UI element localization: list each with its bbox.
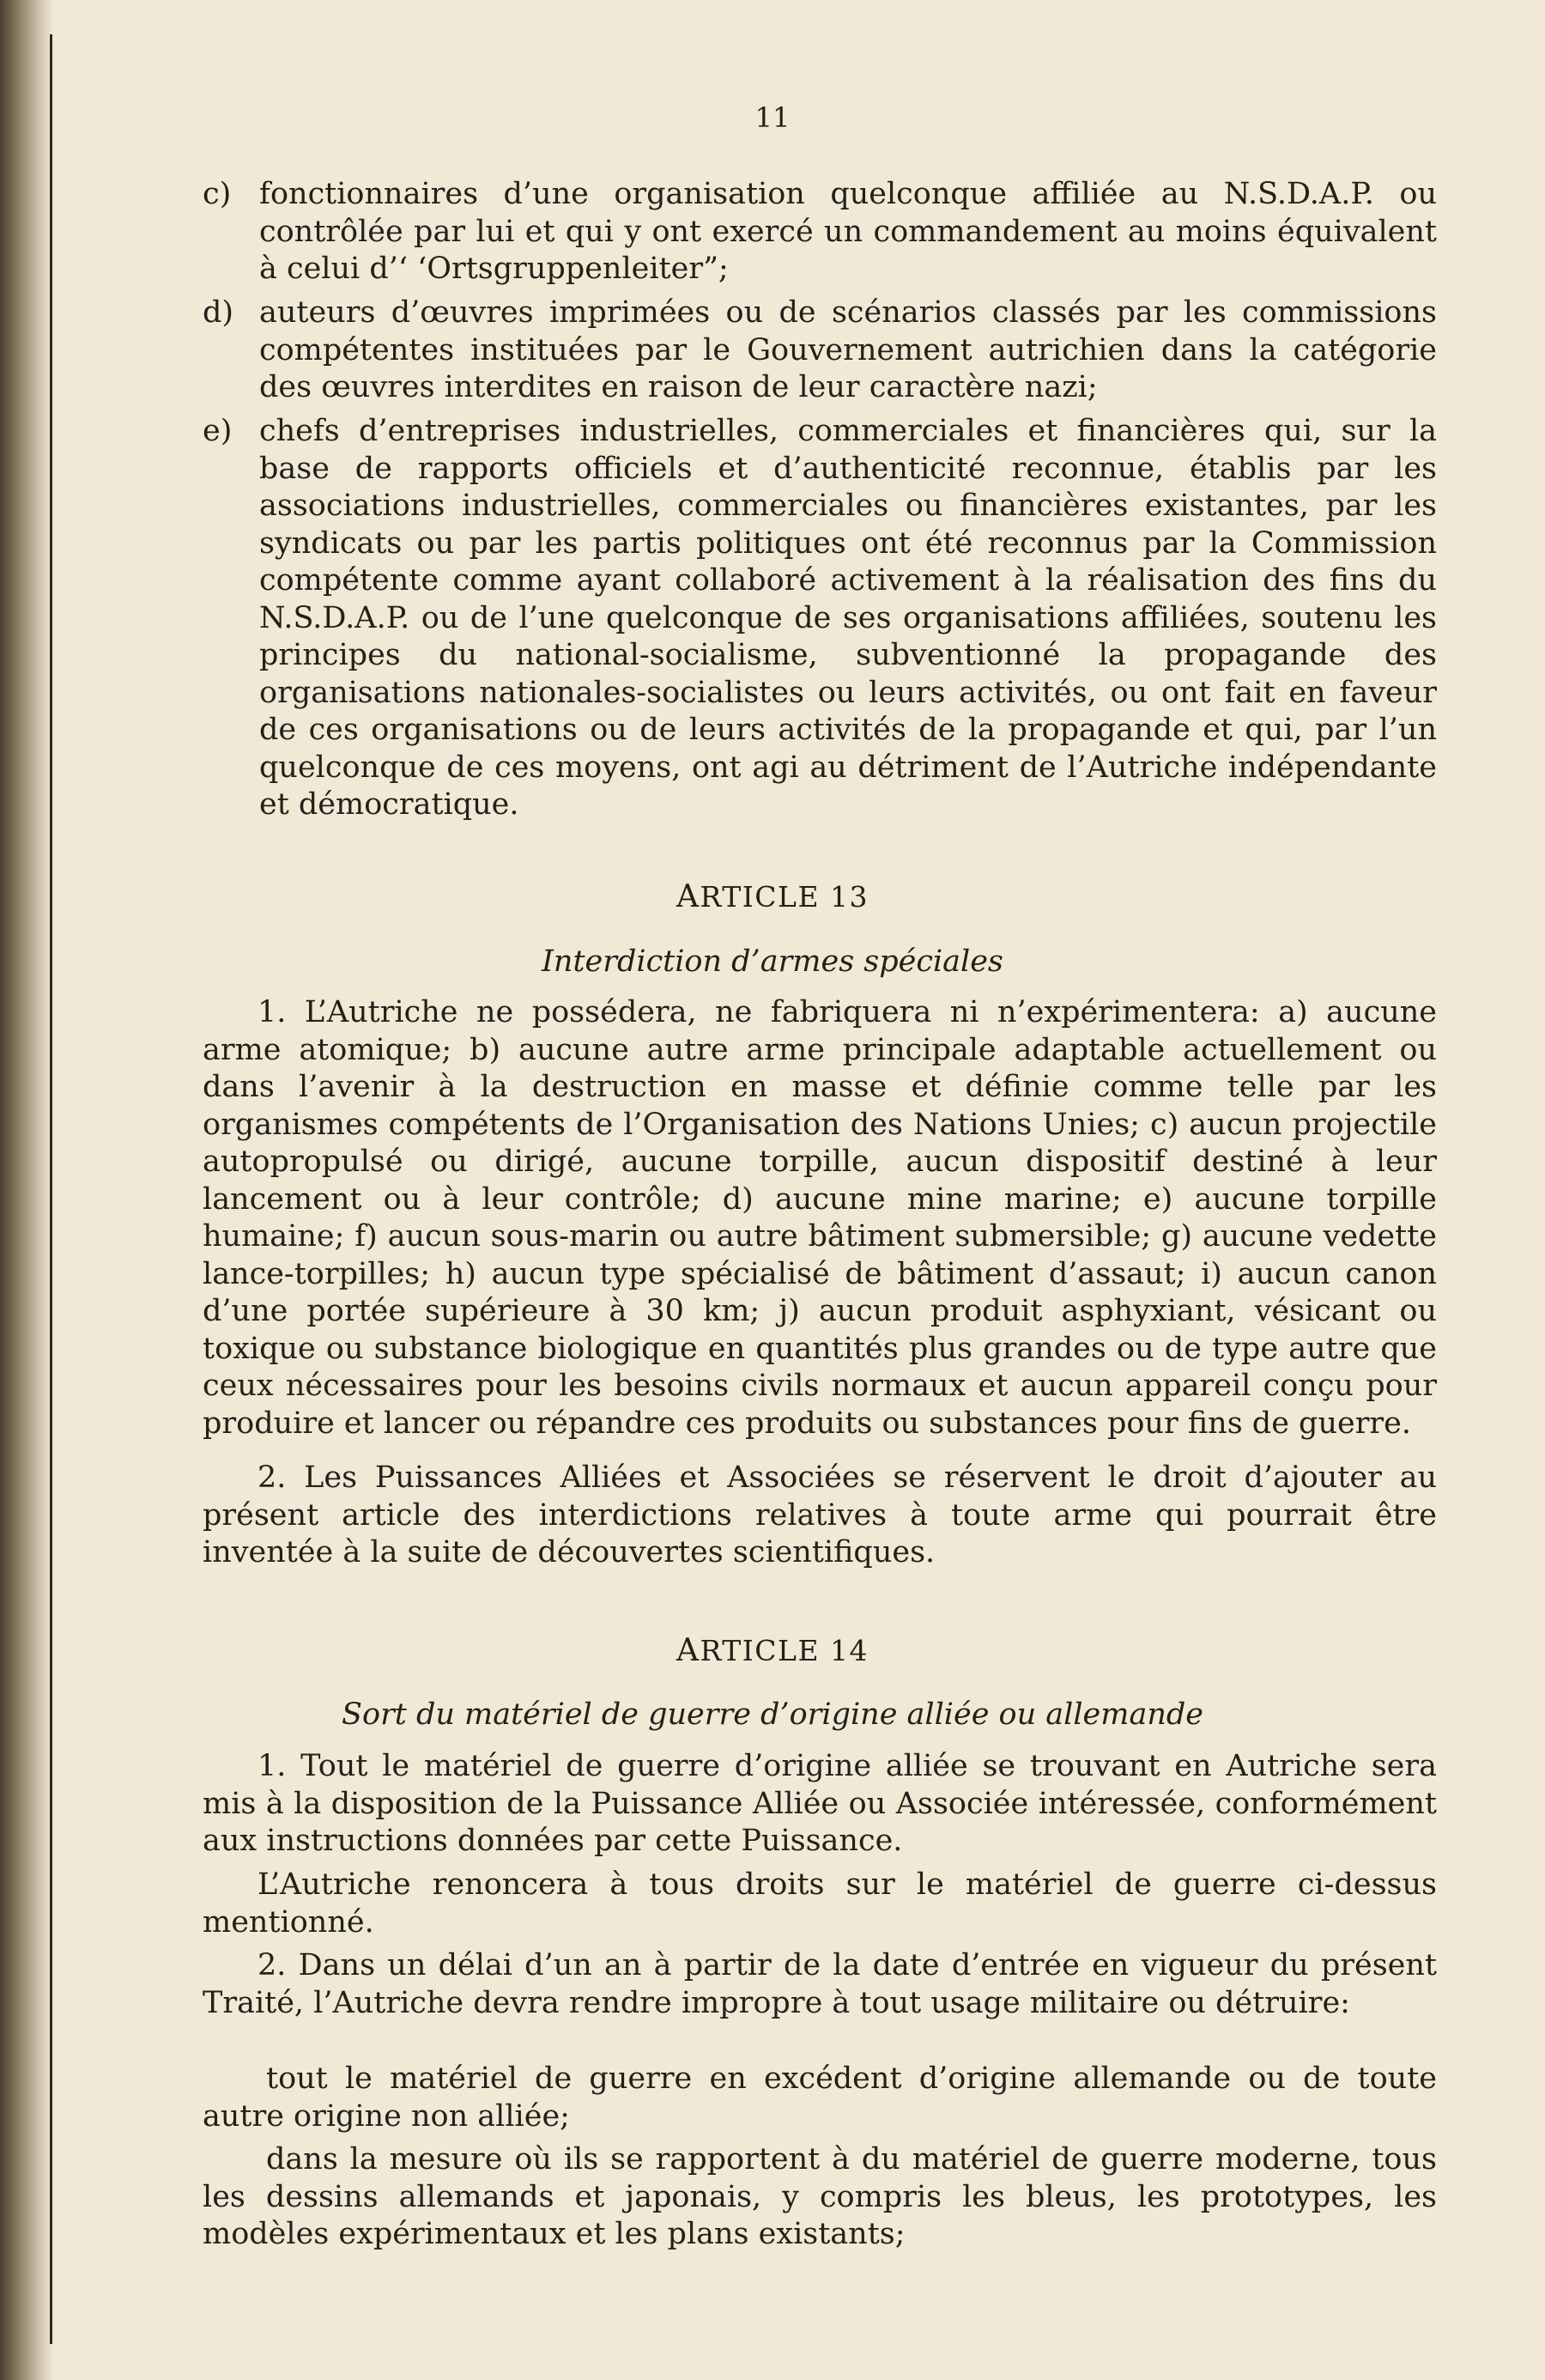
list-item-d <box>203 294 1437 407</box>
article-14-heading: ARTICLE 14 <box>676 1633 869 1668</box>
list-item-label: d) <box>203 295 234 330</box>
article-14-paragraph-1: 1. Tout le matériel de guerre d’origine alliée se trouvant en Autriche sera mis à la disposition de la Puissance Alliée ou Associée intéressée, conformément aux instructions données par cette Puissance. <box>203 1749 1437 1858</box>
list-item-e <box>203 413 1437 824</box>
article-13-heading: ARTICLE 13 <box>676 879 869 914</box>
article-14-paragraph-3: 2. Dans un délai d’un an à partir de la date d’entrée en vigueur du présent Traité, l’Autriche devra rendre impropre à tout usage militaire ou détruire: <box>203 1948 1437 2020</box>
list-item-text: auteurs d’œuvres imprimées ou de scénarios classés par les commissions compétentes instituées par le Gouvernement autrichien dans la catégorie des œuvres interdites en raison de leur caractère nazi; <box>259 295 1437 404</box>
article-14-sub-item-1 <box>203 2061 1437 2135</box>
page-number: 11 <box>754 101 791 134</box>
binding-edge <box>50 34 52 2344</box>
book-binding-shadow <box>0 0 53 2380</box>
list-item-label: c) <box>203 177 232 211</box>
article-13-paragraph-2: 2. Les Puissances Alliées et Associées se réservent le droit d’ajouter au présent article des interdictions relatives à toute arme qui pourrait être inventée à la suite de découvertes scientifiques. <box>203 1460 1437 1569</box>
article-14-paragraph-2: L’Autriche renoncera à tous droits sur le matériel de guerre ci-dessus mentionné. <box>203 1867 1437 1940</box>
article-13-paragraph-1: 1. L’Autriche ne possédera, ne fabriquera ni n’expérimentera: a) aucune arme atomique; b) aucune autre arme principale adaptable actuellement ou dans l’avenir à la destruction en masse et définie comme telle par les organismes compétents de l’Organisation des Nations Unies; c) aucun projectile autopropulsé ou dirigé, aucune torpille, aucun dispositif destiné à leur lancement ou à leur contrôle; d) aucune mine marine; e) aucune torpille humaine; f) aucun sous-marin ou autre bâtiment submersible; g) aucune vedette lance-torpilles; h) aucun type spécialisé de bâtiment d’assaut; i) aucun canon d’une portée supérieure à 30 km; j) aucun produit asphyxiant, vésicant ou toxique ou substance biologique en quantités plus grandes ou de type autre que ceux nécessaires pour les besoins civils normaux et aucun appareil conçu pour produire et lancer ou répandre ces produits ou substances pour fins de guerre. <box>203 995 1437 1441</box>
list-item-label: e) <box>203 414 233 448</box>
article-13-subtitle: Interdiction d’armes spéciales <box>542 944 1003 979</box>
list-item-text: chefs d’entreprises industrielles, commerciales et financières qui, sur la base de rapports officiels et d’authenticité reconnue, établis par les associations industrielles, commerciales ou financières existantes, par les syndicats ou par les partis politiques ont été reconnus par la Commission compétente comme ayant collaboré activement à la réalisation des fins du N.S.D.A.P. ou de l’une quelconque de ses organisations affiliées, soutenu les principes du national-socialisme, subventionné la propagande des organisations nationales-socialistes ou leurs activités, ou ont fait en faveur de ces organisations ou de leurs activités de la propagande et qui, par l’un quelconque de ces moyens, ont agi au détriment de l’Autriche indépendante et démocratique. <box>259 414 1437 822</box>
list-item-c <box>203 176 1437 288</box>
article-14-sub-item-2 <box>203 2141 1437 2254</box>
sub-item-text: dans la mesure où ils se rapportent à du matériel de guerre moderne, tous les dessins allemands et japonais, y compris les bleus, les prototypes, les modèles expérimentaux et les plans existants; <box>203 2142 1437 2251</box>
article-14-subtitle: Sort du matériel de guerre d’origine alliée ou allemande <box>342 1697 1203 1732</box>
list-item-text: fonctionnaires d’une organisation quelconque affiliée au N.S.D.A.P. ou contrôlée par lui et qui y ont exercé un commandement au moins équivalent à celui d’‘ ‘Ortsgruppenleiter”; <box>259 177 1437 286</box>
sub-item-text: tout le matériel de guerre en excédent d’origine allemande ou de toute autre origine non alliée; <box>203 2061 1437 2134</box>
